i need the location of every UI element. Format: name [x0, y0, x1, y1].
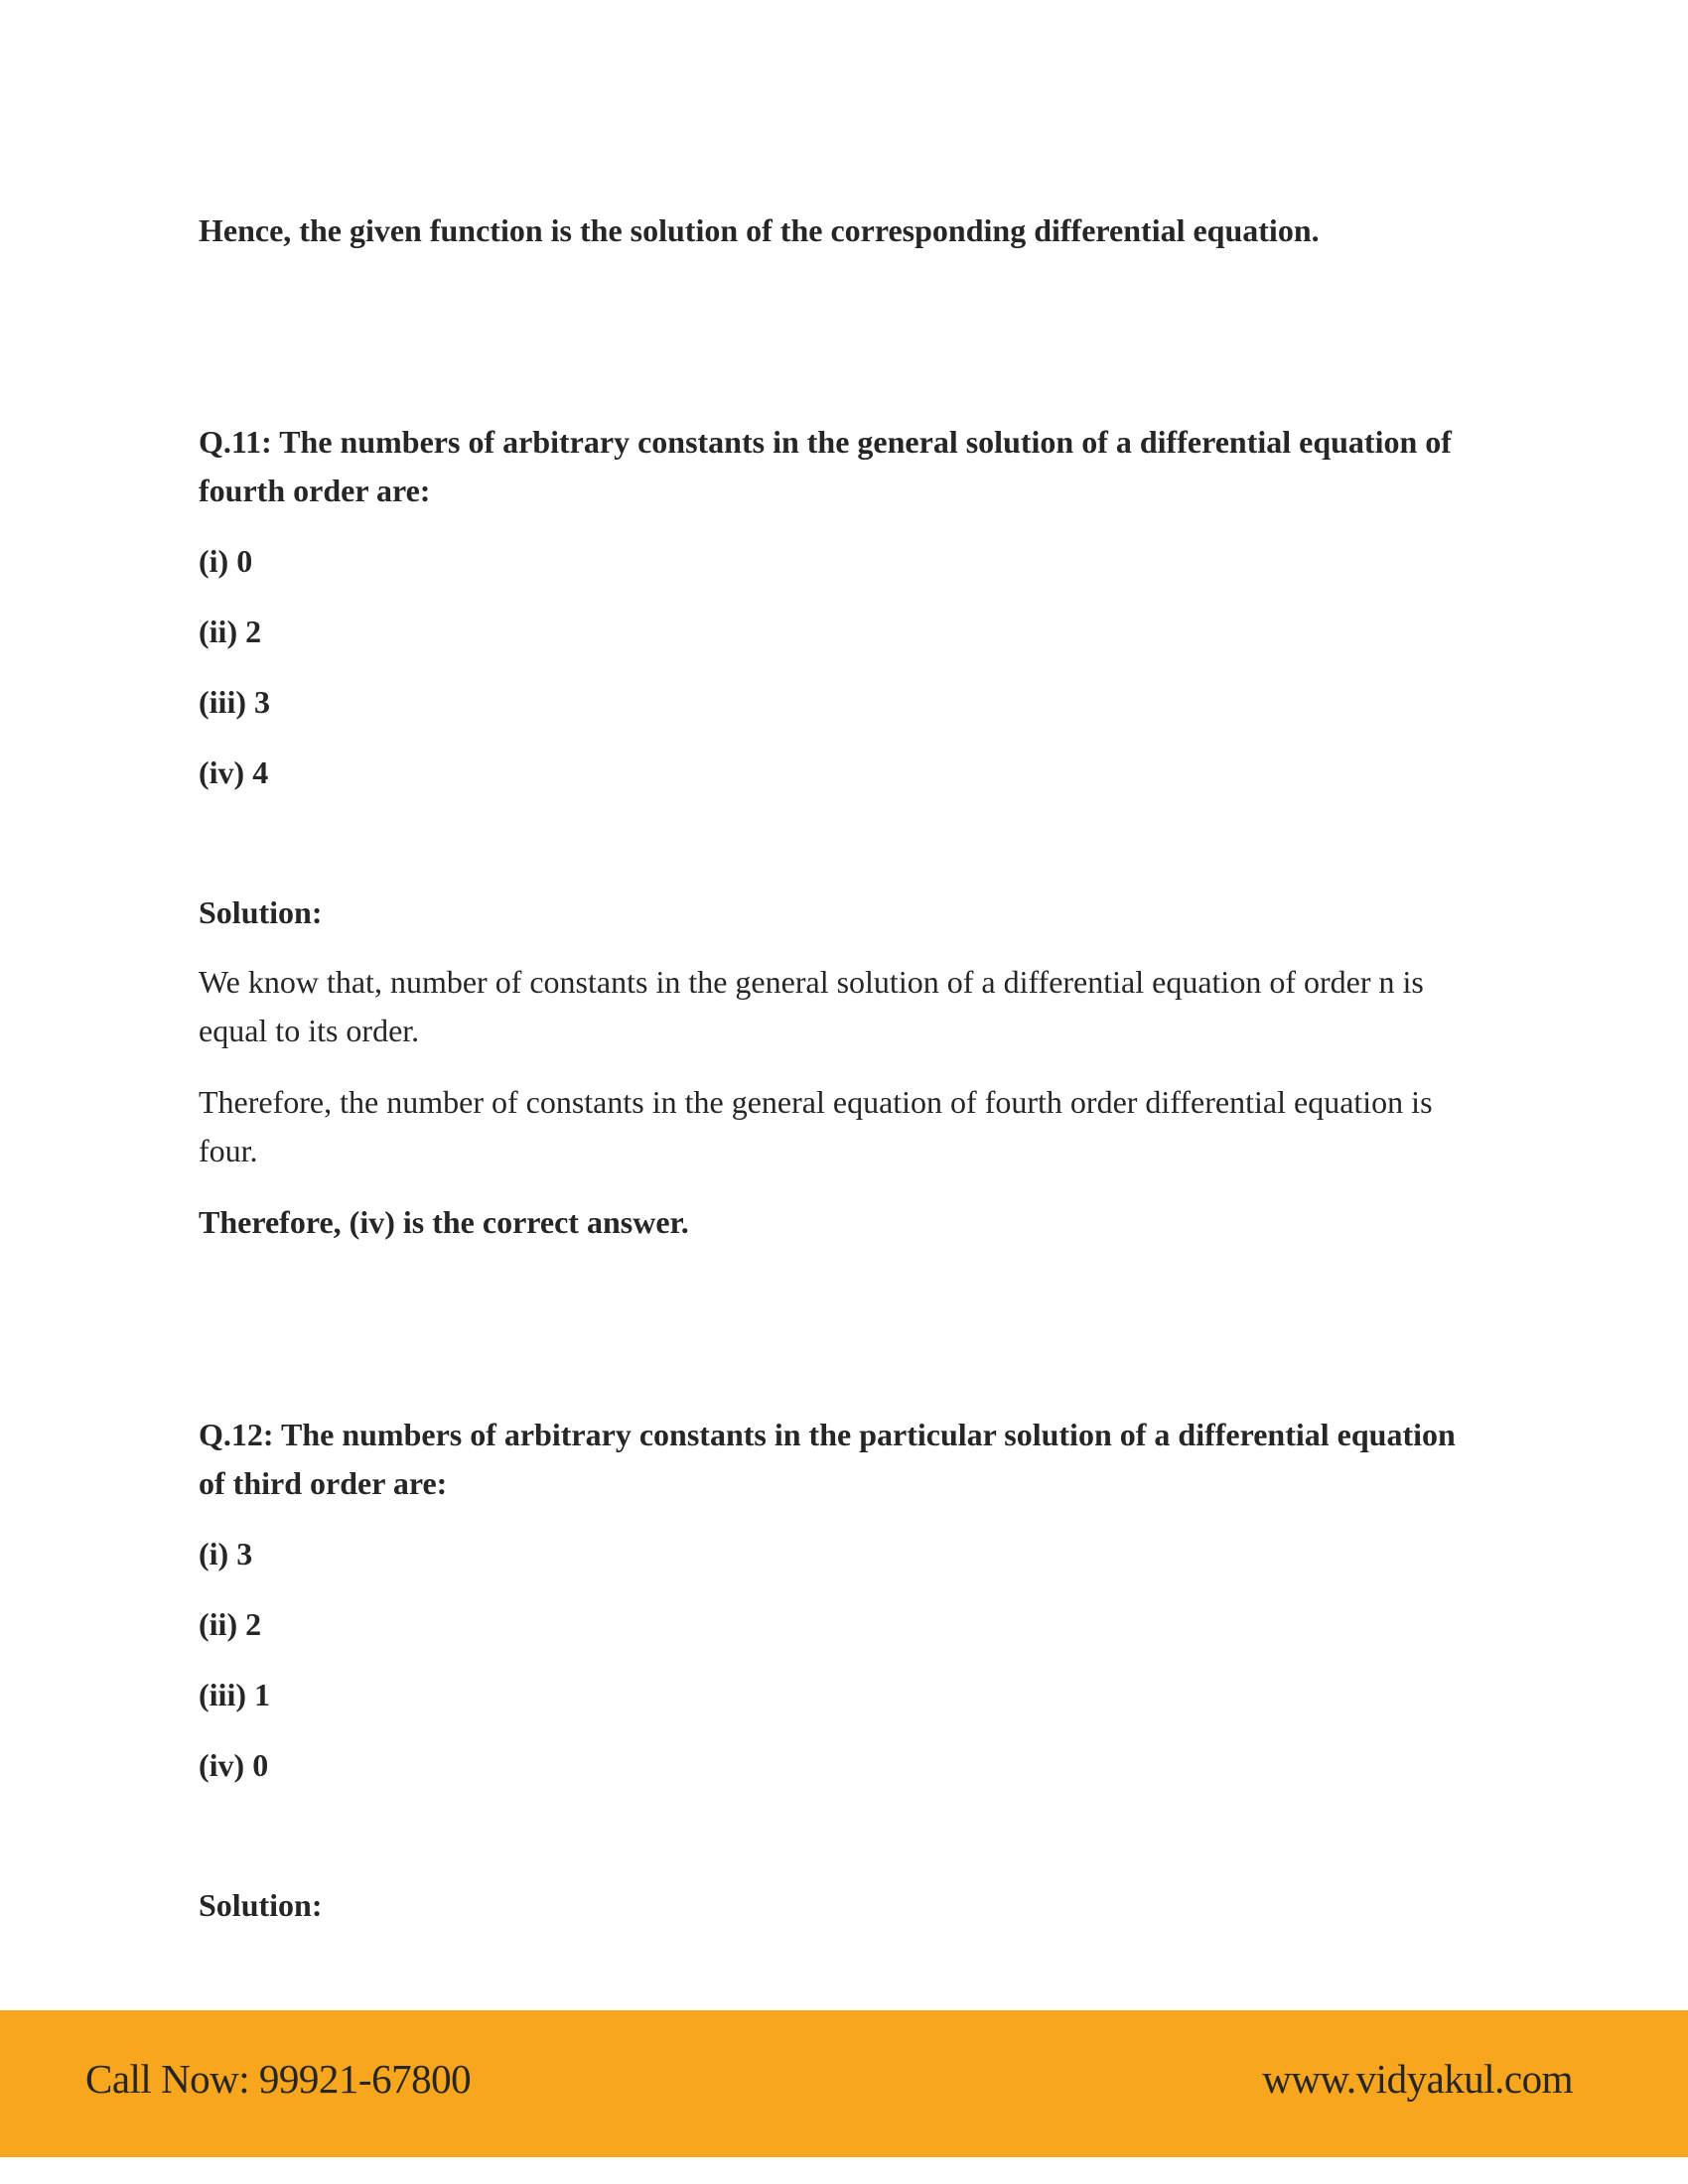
footer-banner: [0, 2010, 1688, 2157]
q11-option-3: (iii) 3: [199, 684, 270, 720]
q12-solution-label: Solution:: [199, 1887, 323, 1923]
q11-solution-label: Solution:: [199, 894, 323, 930]
q11-option-2: (ii) 2: [199, 614, 262, 649]
footer-phone-number[interactable]: Call Now: 99921-67800: [85, 2056, 472, 2102]
question-11: Q.11: The numbers of arbitrary constants in the general solution of a differential equation of fourth order are:: [199, 424, 1452, 508]
q11-answer: Therefore, (iv) is the correct answer.: [199, 1204, 689, 1240]
footer-website-link[interactable]: www.vidyakul.com: [1262, 2056, 1573, 2102]
q11-solution-text-2: Therefore, the number of constants in the general equation of fourth order differential equation is four.: [199, 1084, 1433, 1168]
q11-solution-text-1: We know that, number of constants in the general solution of a differential equation of order n is equal to its order.: [199, 964, 1424, 1048]
q12-option-2: (ii) 2: [199, 1606, 262, 1642]
previous-conclusion: Hence, the given function is the solution of the corresponding differential equation.: [199, 212, 1320, 248]
q11-option-4: (iv) 4: [199, 754, 269, 790]
q12-option-4: (iv) 0: [199, 1747, 269, 1783]
question-12: Q.12: The numbers of arbitrary constants in the particular solution of a differential equation of third order are:: [199, 1417, 1456, 1501]
q11-option-1: (i) 0: [199, 543, 253, 579]
q12-option-3: (iii) 1: [199, 1677, 270, 1712]
q12-option-1: (i) 3: [199, 1536, 253, 1571]
